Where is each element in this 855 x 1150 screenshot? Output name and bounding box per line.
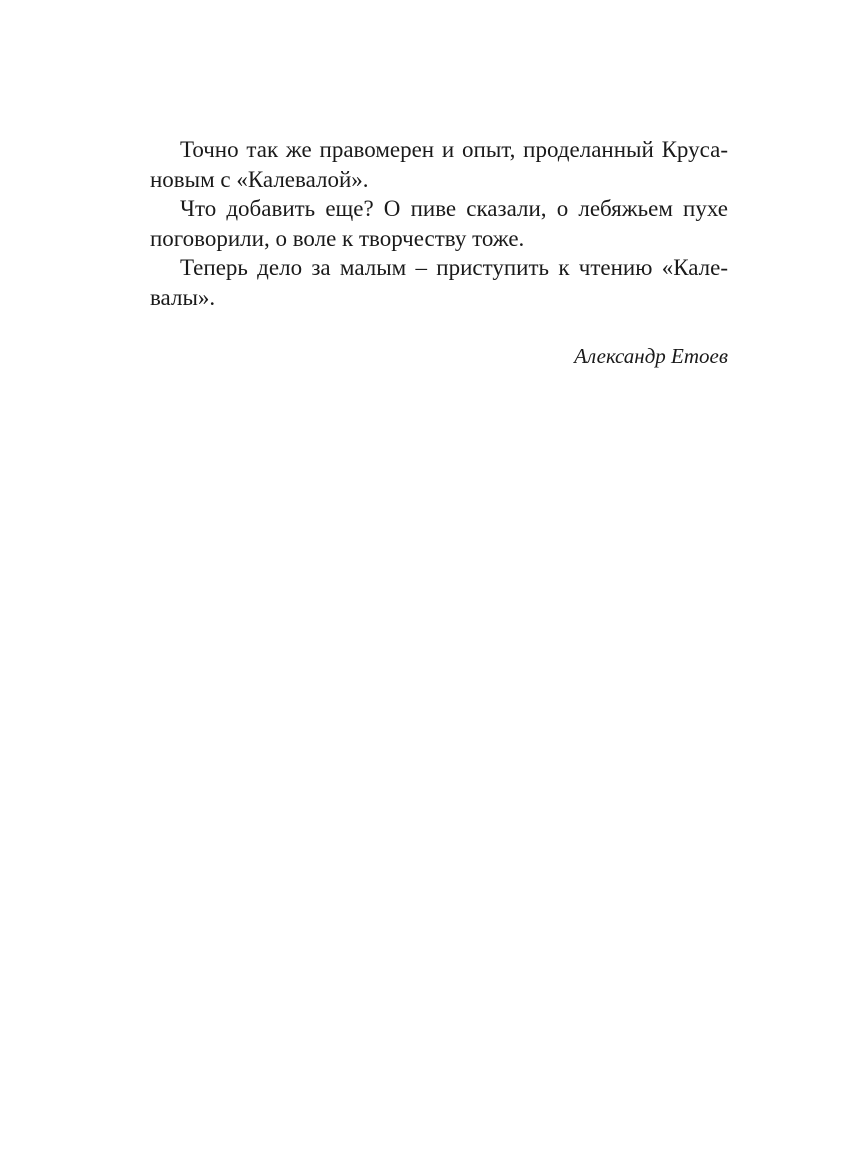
paragraph xyxy=(150,253,728,312)
paragraph xyxy=(150,135,728,194)
author-signature: Александр Етоев xyxy=(574,344,728,368)
paragraph-line: Точно так же правомерен и опыт, проделанный Круса- xyxy=(180,137,728,162)
paragraph-line: Что добавить еще? О пиве сказали, о лебяжьем пухе xyxy=(180,196,728,221)
paragraph-line: поговорили, о воле к творчеству тоже. xyxy=(150,225,525,251)
paragraph-line: новым с «Калевалой». xyxy=(150,166,369,192)
document-body xyxy=(150,135,728,312)
paragraph xyxy=(150,194,728,253)
paragraph-line: валы». xyxy=(150,284,216,310)
paragraph-line: Теперь дело за малым – приступить к чтению «Кале- xyxy=(180,255,728,280)
